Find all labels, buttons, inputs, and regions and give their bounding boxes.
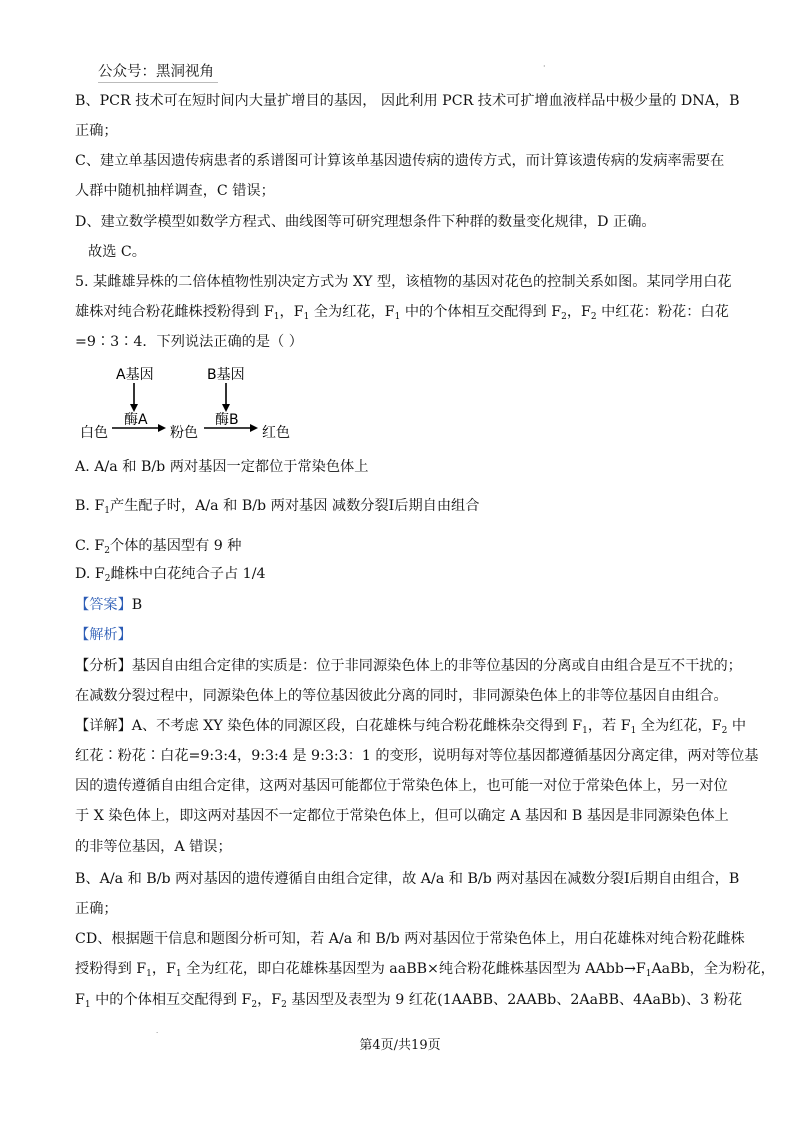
text-run: 中红花：粉花：白花 — [596, 304, 729, 320]
arrowhead-gene-a — [130, 404, 138, 412]
text-run: 个体的基因型有 9 种 — [109, 538, 242, 554]
text-run: 于 X 染色体上，即这两对基因不一定都位于常染色体上，但可以确定 A 基因和 B 基因是非同源染色体上 — [75, 808, 729, 824]
line-4 — [75, 181, 275, 201]
line-9 — [75, 332, 303, 352]
analysis-heading — [75, 625, 132, 645]
page-footer: 第4页/共19页 — [359, 1038, 441, 1053]
watermark-label: 公众号：黑洞视角 — [98, 60, 218, 83]
scan-speck-bottom: · — [156, 1029, 159, 1037]
subscript: 1 — [582, 726, 588, 736]
subscript: 1 — [146, 969, 152, 979]
subscript: 2 — [104, 546, 110, 556]
text-run: ，F — [566, 304, 591, 320]
text-run: 正确； — [75, 901, 118, 917]
scan-speck: · — [543, 62, 546, 71]
text-run: 红花∶粉花∶白花=9:3:4，9:3:4 是 9:3:3：1 的变形，说明每对等位基因都遵循基因分离定律，两对等位基 — [75, 748, 759, 764]
subscript: 2 — [281, 1000, 287, 1010]
text-run: 中的个体相互交配得到 F — [90, 992, 252, 1008]
text-run: 【详解】A、不考虑 XY 染色体的同源区段，白花雄株与纯合粉花雌株杂交得到 F — [75, 718, 583, 734]
answer-line — [75, 595, 142, 615]
option-b — [75, 496, 479, 521]
text-run: ，若 F — [587, 718, 631, 734]
text-run: 中 — [727, 718, 747, 734]
subscript: 2 — [251, 1000, 258, 1010]
text-run: 全为红花，F — [309, 304, 395, 320]
text-run: ，F — [151, 961, 176, 977]
text-run: 全为红花，即白花雄株基因型为 aaBB×纯合粉花雌株基因型为 AAbb→F — [181, 961, 646, 977]
subscript: 1 — [273, 312, 280, 322]
line-8 — [75, 302, 729, 327]
text-run: 雄株对纯合粉花雌株授粉得到 F — [75, 304, 274, 320]
subscript: 1 — [104, 506, 111, 516]
text-run: 产生配子时，A/a 和 B/b 两对基因 减数分裂Ⅰ后期自由组合 — [110, 498, 480, 514]
subscript: 2 — [561, 312, 567, 322]
text-run: 故选 C。 — [88, 244, 146, 260]
text-run: 正确； — [75, 123, 118, 139]
text-run: 人群中随机抽样调查，C 错误； — [75, 183, 275, 199]
text-run: ，F — [257, 992, 282, 1008]
text-run: AaBb，全为粉花， — [651, 961, 775, 977]
text-run: 全为红花，F — [636, 718, 722, 734]
text-run: 的非等位基因，A 错误； — [75, 839, 232, 855]
line-26 — [75, 959, 775, 984]
line-6 — [88, 242, 146, 262]
option-d — [75, 564, 266, 589]
subscript: 2 — [590, 312, 597, 322]
section-tag: 【答案】 — [75, 597, 132, 613]
line-23 — [75, 869, 739, 889]
line-1 — [75, 91, 740, 111]
subscript: 1 — [175, 969, 182, 979]
subscript: 2 — [104, 574, 111, 584]
text-run: 因的遗传遵循自由组合定律，这两对基因可能都位于常染色体上，也可能一对位于常染色体上，另一对位 — [75, 778, 728, 794]
line-19 — [75, 746, 759, 766]
option-a — [75, 457, 368, 477]
text-run: D. F — [75, 566, 105, 582]
line-25 — [75, 929, 745, 949]
option-c — [75, 536, 242, 561]
subscript: 2 — [721, 726, 728, 736]
line-16 — [75, 656, 742, 676]
line-2 — [75, 121, 118, 141]
text-run: 基因型及表型为 9 红花(1AABB、2AABb、2AaBB、4AaBb)、3 粉花 — [286, 992, 743, 1008]
section-tag: 【解析】 — [75, 627, 132, 643]
arrowhead-gene-b — [222, 404, 230, 412]
line-3 — [75, 151, 724, 171]
subscript: 1 — [303, 312, 310, 322]
text-run: B — [131, 597, 143, 613]
line-24 — [75, 899, 118, 919]
text-run: 5. 某雌雄异株的二倍体植物性别决定方式为 XY 型，该植物的基因对花色的控制关系如图。某同学用白花 — [75, 274, 732, 290]
gene-b-label: B基因 — [207, 367, 245, 383]
arrowhead-white-to-pink — [158, 424, 166, 432]
subscript: 1 — [394, 312, 401, 322]
text-run: C、建立单基因遗传病患者的系谱图可计算该单基因遗传病的遗传方式，而计算该遗传病的发病率需要在 — [75, 153, 725, 169]
gene-a-label: A基因 — [116, 367, 154, 383]
text-run: C. F — [75, 538, 105, 554]
white-color-label: 白色 — [80, 425, 108, 441]
line-5 — [75, 212, 656, 232]
text-run: 在减数分裂过程中，同源染色体上的等位基因彼此分离的同时，非同源染色体上的非等位基因自由组合。 — [75, 688, 728, 704]
line-17 — [75, 686, 728, 706]
text-run: F — [75, 992, 85, 1008]
pink-color-label: 粉色 — [170, 425, 198, 441]
red-color-label: 红色 — [262, 425, 290, 441]
text-run: 【分析】基因自由组合定律的实质是：位于非同源染色体上的非等位基因的分离或自由组合是互不干扰的； — [75, 658, 742, 674]
text-run: 雌株中白花纯合子占 1/4 — [110, 566, 266, 582]
arrowhead-pink-to-red — [250, 424, 258, 432]
line-22 — [75, 837, 232, 857]
text-run: A. A/a 和 B/b 两对基因一定都位于常染色体上 — [75, 459, 369, 475]
text-run: =9∶3∶4．下列说法正确的是（ ） — [75, 334, 303, 350]
subscript: 1 — [645, 969, 652, 979]
line-20 — [75, 776, 728, 796]
subscript: 1 — [84, 1000, 91, 1010]
text-run: 中的个体相互交配得到 F — [400, 304, 562, 320]
line-21 — [75, 806, 729, 826]
text-run: D、建立数学模型如数学方程式、曲线图等可研究理想条件下种群的数量变化规律，D 正确。 — [75, 214, 656, 230]
text-run: B、PCR 技术可在短时间内大量扩增目的基因， 因此利用 PCR 技术可扩增血液样品中极少量的 DNA，B — [75, 93, 740, 109]
text-run: CD、根据题干信息和题图分析可知，若 A/a 和 B/b 两对基因位于常染色体上，用白花雄株对纯合粉花雌株 — [75, 931, 745, 947]
flower-color-pathway-diagram — [78, 362, 308, 444]
text-run: B. F — [75, 498, 105, 514]
text-run: 授粉得到 F — [75, 961, 147, 977]
enzyme-b-label: 酶B — [215, 412, 239, 428]
line-18 — [75, 716, 746, 741]
subscript: 1 — [630, 726, 637, 736]
text-run: B、A/a 和 B/b 两对基因的遗传遵循自由组合定律，故 A/a 和 B/b 两对基因在减数分裂Ⅰ后期自由组合，B — [75, 871, 740, 887]
enzyme-a-label: 酶A — [124, 412, 148, 428]
line-27 — [75, 990, 742, 1015]
line-7 — [75, 272, 732, 292]
text-run: ，F — [279, 304, 304, 320]
